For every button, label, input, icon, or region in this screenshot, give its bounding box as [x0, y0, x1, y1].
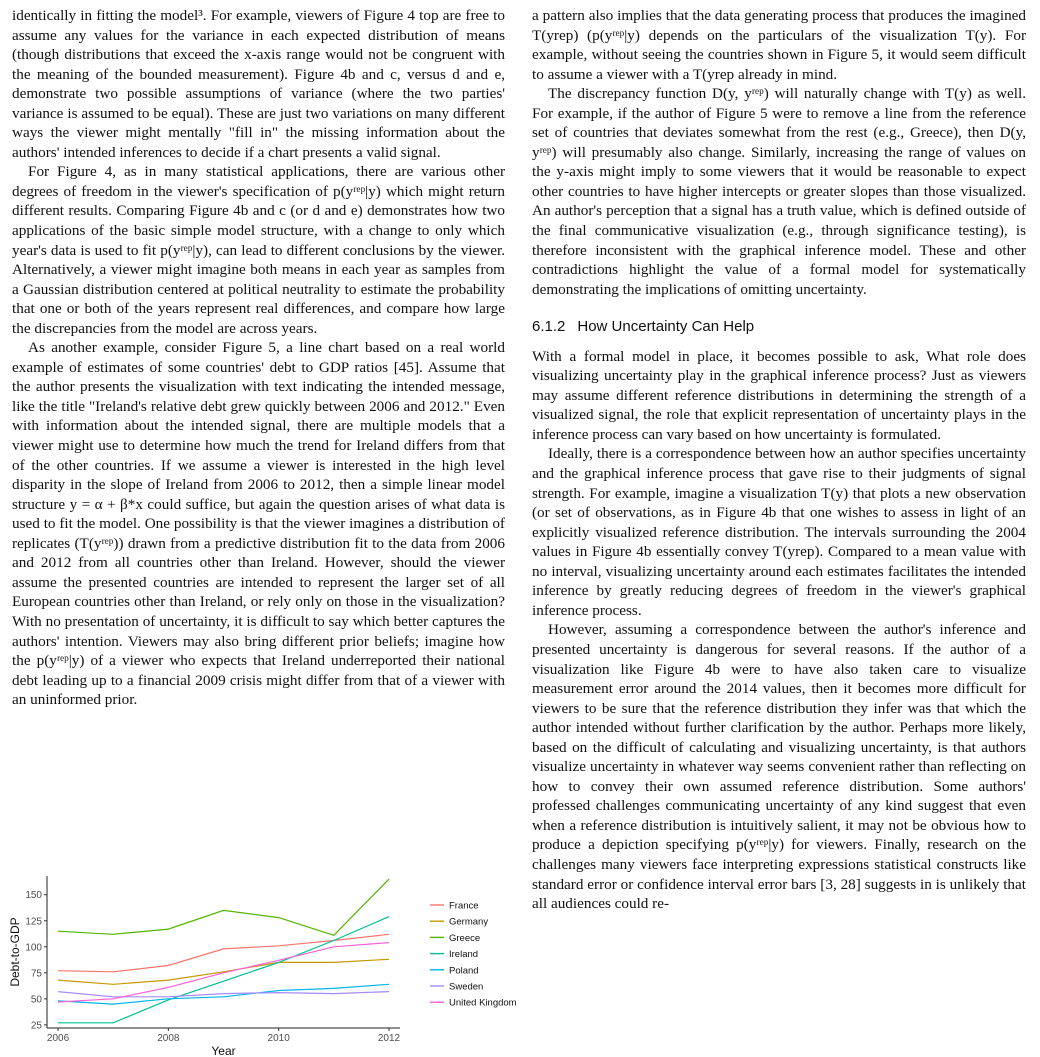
series-line-france: [58, 934, 389, 972]
x-tick-label: 2010: [267, 1033, 290, 1044]
y-tick-label: 75: [30, 968, 42, 980]
series-line-greece: [58, 879, 389, 935]
y-tick-label: 125: [25, 916, 42, 928]
figure-5-chart: [0, 860, 520, 1057]
section-number: 6.1.2: [532, 318, 566, 336]
right-paragraph-2: The discrepancy function D(y, yʳᵉᵖ) will naturally change with T(y) as well. For example, if the author of Figure 5 were to remove a line from the reference set of countries that deviates somewhat from the rest (e.g., Greece), then D(y, yʳᵉᵖ) will presumably also change. Similarly, increasing the range of values on the y-axis might imply to some viewers that it would be reasonable to expect other countries to have higher intercepts or greater slopes than those visualized. An author's perception that a signal has a truth value, which is defined outside of the final communicative visualization (e.g., through significance testing), is therefore inconsistent with the graphical inference model. These and other contradictions highlight the value of a formal model for systematically demonstrating the implications of omitting uncertainty.: [532, 85, 1026, 298]
y-tick-label: 150: [25, 890, 42, 902]
y-tick-label: 25: [30, 1020, 42, 1032]
x-tick-label: 2012: [377, 1033, 401, 1044]
left-column: [12, 6, 505, 710]
right-paragraph-3: With a formal model in place, it becomes possible to ask, What role does visualizing uncertainty play in the graphical inference process? Just as viewers may assume different reference distributions in determining the strength of a visualized signal, the role that explicit representation of uncertainty plays in the inference process can vary based on how uncertainty is formulated.: [532, 347, 1026, 443]
legend-label: Ireland: [449, 949, 479, 961]
x-tick-label: 2008: [157, 1033, 180, 1044]
legend-label: Germany: [449, 916, 489, 928]
legend-label: Poland: [449, 965, 479, 977]
legend-label: France: [449, 900, 479, 912]
right-paragraph-1: a pattern also implies that the data generating process that produces the imagined T(yrep) (p(yʳᵉᵖ|y) depends on the particulars of the visualization T(y). For example, without seeing the countries shown in Figure 5, it would seem difficult to assume a viewer with a T(yrep already in mind.: [532, 7, 1026, 83]
left-paragraph-2: For Figure 4, as in many statistical applications, there are various other degrees of freedom in the viewer's specification of p(yʳᵉᵖ|y) which might return different results. Comparing Figure 4b and c (or d and e) demonstrates how two applications of the basic simple model structure, with a change to only which year's data is used to fit p(yʳᵉᵖ|y), can lead to different conclusions by the viewer. Alternatively, a viewer might imagine both means in each year as samples from a Gaussian distribution centered at political neutrality to estimate the probability that one or both of the years represent real differences, and compare how large the discrepancies from the model are across years.: [12, 163, 505, 337]
series-line-ireland: [58, 917, 389, 1023]
legend-label: United Kingdom: [449, 997, 517, 1009]
left-paragraph-3: As another example, consider Figure 5, a line chart based on a real world example of estimates of some countries' debt to GDP ratios [45]. Assume that the author presents the visualization with text indicating the intended message, like the title "Ireland's relative debt grew quickly between 2006 and 2012." Even with information about the intended signal, there are multiple models that a viewer might use to determine how much the trend for Ireland differs from that of the other countries. If we assume a viewer is interested in the high level disparity in the slope of Ireland from 2006 to 2012, then a simple linear model structure y = α + β*x could suffice, but again the question arises of what data is used to fit the model. One possibility is that the viewer imagines a distribution of replicates (T(yʳᵉᵖ)) drawn from a predictive distribution fit to the data from 2006 and 2012 from all countries other than Ireland. However, should the viewer assume the presented countries are intended to represent the larger set of all European countries other than Ireland, or rely only on those in the visualization? With no presentation of uncertainty, it is difficult to say which better captures the authors' intention. Viewers may also bring different prior beliefs; imagine how the p(yʳᵉᵖ|y) of a viewer who expects that Ireland underreported their national debt leading up to a financial 2009 crisis might differ from that of a viewer with an uninformed prior.: [12, 339, 505, 709]
left-paragraph-1: identically in fitting the model³. For example, viewers of Figure 4 top are free to assume any values for the variance in each expected distribution of means (though distributions that exceed the x-axis range would not be congruent with the meaning of the bounded measurement). Figure 4b and c, versus d and e, demonstrate two possible assumptions of variance (where the two parties' variance is assumed to be equal). These are just two variations on many different ways the viewer might mentally "fill in" the missing information about the authors' intended inferences to decide if a chart presents a valid signal.: [12, 7, 505, 161]
right-paragraph-5: However, assuming a correspondence between the author's inference and presented uncertainty is dangerous for several reasons. If the author of a visualization like Figure 4b were to have also taken care to visualize measurement error around the 2014 values, then it becomes more difficult for viewers to be sure that the reference distribution they infer was that which the author intended without further clarification by the author. Perhaps more likely, based on the difficult of calculating and visualizing uncertainty, is that authors visualize uncertainty in whatever way seems convenient rather than reflecting on how to convey their own assumed reference distribution. Some authors' professed challenges communicating uncertainty of any kind suggest that even when a reference distribution is intuitively salient, it may not be obvious how to produce a depiction specifying p(yʳᵉᵖ|y) for viewers. Finally, research on the challenges many viewers face interpreting expressions statistical constructs like standard error or confidence interval error bars [3, 28] suggests in is unlikely that all audiences could re-: [532, 621, 1026, 913]
y-tick-label: 100: [25, 942, 42, 954]
right-paragraph-4: Ideally, there is a correspondence between how an author specifies uncertainty and the graphical inference process that gave rise to their judgments of signal strength. For example, imagine a visualization T(y) that plots a new observation (or set of observations, as in Figure 4b that one wishes to assess in light of an explicitly visualized reference distribution. The intervals surrounding the 2004 values in Figure 4b essentially convey T(yrep). Compared to a mean value with no interval, visualizing uncertainty around each estimates facilitates the intended inference by greatly reducing degrees of freedom in the viewer's graphical inference process.: [532, 445, 1026, 619]
right-column: [532, 6, 1026, 914]
y-tick-label: 50: [30, 994, 42, 1006]
series-line-sweden: [58, 992, 389, 997]
section-heading: [532, 317, 1026, 337]
legend-label: Greece: [449, 932, 481, 944]
x-tick-label: 2006: [46, 1033, 70, 1044]
legend-label: Sweden: [449, 981, 484, 993]
x-axis-title: Year: [211, 1044, 236, 1057]
section-title: How Uncertainty Can Help: [577, 318, 755, 336]
line-chart-svg: [0, 860, 520, 1057]
y-axis-title: Debt-to-GDP: [8, 917, 22, 987]
